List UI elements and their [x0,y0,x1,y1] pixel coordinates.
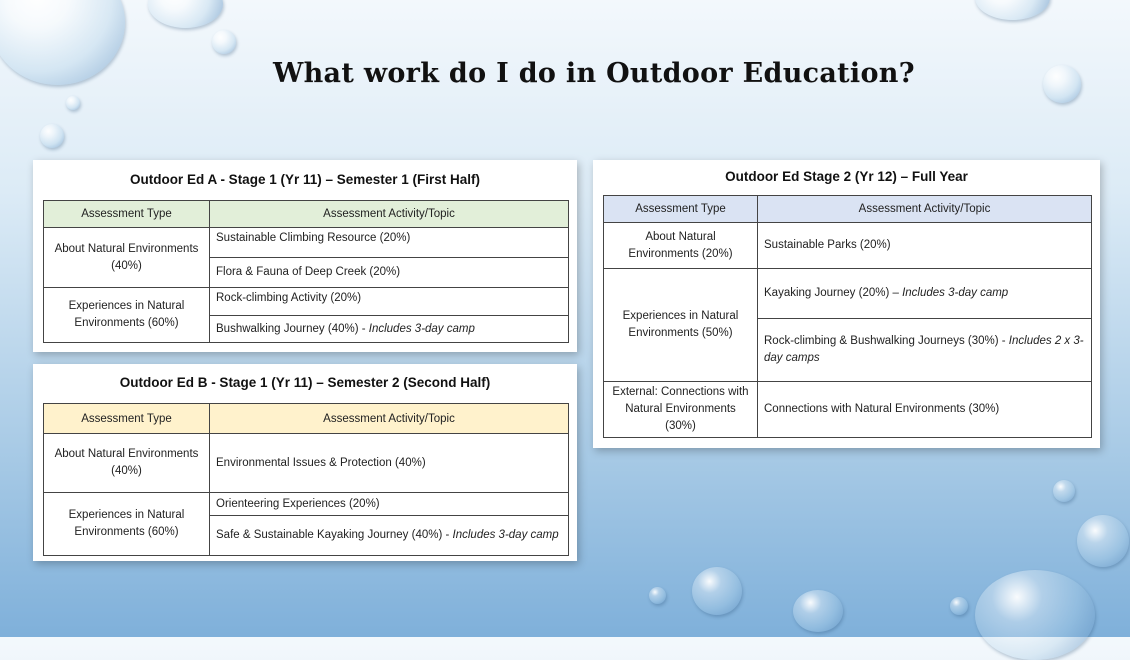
activity-cell: Safe & Sustainable Kayaking Journey (40%) - Includes 3-day camp [210,516,569,556]
table-title: Outdoor Ed B - Stage 1 (Yr 11) – Semester 2 (Second Half) [119,375,491,390]
water-drop-decoration [975,570,1095,660]
activity-cell: Orienteering Experiences (20%) [210,493,569,516]
water-drop-decoration [649,587,666,604]
table-row [44,493,569,516]
table-header-row [44,201,569,228]
table-header-row [604,196,1092,223]
water-drop-decoration [950,597,968,615]
table-card-outdoor-ed-stage-2 [593,160,1100,448]
header-cell: Assessment Activity/Topic [758,196,1092,223]
header-cell: Assessment Activity/Topic [210,201,569,228]
activity-cell: Sustainable Parks (20%) [758,223,1092,269]
header-cell: Assessment Activity/Topic [210,404,569,434]
type-cell: About Natural Environments (40%) [44,434,210,493]
header-cell: Assessment Type [604,196,758,223]
table-card-outdoor-ed-a [33,160,577,352]
type-cell: About Natural Environments (20%) [604,223,758,269]
water-drop-decoration [0,0,125,85]
table-row [604,382,1092,438]
water-drop-decoration [1053,480,1075,502]
activity-cell: Bushwalking Journey (40%) - Includes 3-day camp [210,316,569,343]
activity-cell: Sustainable Climbing Resource (20%) [210,228,569,258]
header-cell: Assessment Type [44,404,210,434]
water-drop-decoration [148,0,223,28]
table-title: Outdoor Ed A - Stage 1 (Yr 11) – Semester 1 (First Half) [129,172,481,187]
assessment-table [43,403,569,556]
type-cell: Experiences in Natural Environments (50%) [604,269,758,382]
water-drop-decoration [1043,65,1081,103]
water-drop-decoration [40,124,64,148]
activity-cell: Rock-climbing Activity (20%) [210,288,569,316]
header-cell: Assessment Type [44,201,210,228]
type-cell: External: Connections with Natural Environments (30%) [604,382,758,438]
activity-cell: Kayaking Journey (20%) – Includes 3-day camp [758,269,1092,319]
water-drop-decoration [1077,515,1129,567]
activity-cell: Rock-climbing & Bushwalking Journeys (30%) - Includes 2 x 3-day camps [758,319,1092,382]
table-title: Outdoor Ed Stage 2 (Yr 12) – Full Year [725,169,968,184]
activity-cell: Environmental Issues & Protection (40%) [210,434,569,493]
table-header-row [44,404,569,434]
assessment-table [603,195,1092,438]
activity-cell: Flora & Fauna of Deep Creek (20%) [210,258,569,288]
table-row [604,223,1092,269]
type-cell: About Natural Environments (40%) [44,228,210,288]
water-drop-decoration [212,30,236,54]
water-drop-decoration [975,0,1050,20]
water-drop-decoration [66,96,80,110]
table-row [44,228,569,258]
table-row [604,269,1092,319]
slide-title: What work do I do in Outdoor Education? [273,58,915,89]
table-card-outdoor-ed-b [33,364,577,561]
type-cell: Experiences in Natural Environments (60%) [44,493,210,556]
type-cell: Experiences in Natural Environments (60%) [44,288,210,343]
assessment-table [43,200,569,343]
table-row [44,288,569,316]
water-drop-decoration [793,590,843,632]
water-drop-decoration [692,567,742,615]
activity-cell: Connections with Natural Environments (30%) [758,382,1092,438]
table-row [44,434,569,493]
